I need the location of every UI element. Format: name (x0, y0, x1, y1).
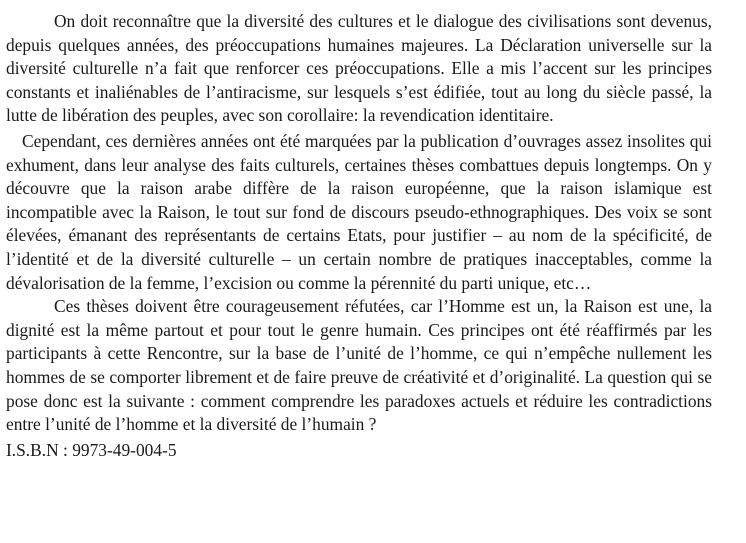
paragraph-2: Cependant, ces dernières années ont été marquées par la publication d’ouvrages assez insolites qui exhument, dans leur analyse des faits culturels, certaines thèses combattues depuis longtemps. On y découvre que la raison arabe diffère de la raison européenne, que la raison islamique est incompatible avec la Raison, le tout sur fond de discours pseudo-ethnographiques. Des voix se sont élevées, émanant des représentants de certains Etats, pour justifier – au nom de la spécificité, de l’identité et de la diversité culturelle – un certain nombre de pratiques inacceptables, comme la dévalorisation de la femme, l’excision ou comme la pérennité du parti unique, etc… (6, 130, 712, 293)
paragraph-1: On doit reconnaître que la diversité des cultures et le dialogue des civilisations sont devenus, depuis quelques années, des préoccupations humaines majeures. La Déclaration universelle sur la diversité culturelle n’a fait que renforcer ces préoccupations. Elle a mis l’accent sur les principes constants et inaliénables de l’antiracisme, sur lesquels s’est édifiée, tout au long du siècle passé, la lutte de libération des peuples, avec son corollaire: la revendication identitaire. (6, 11, 712, 126)
isbn-line: I.S.B.N : 9973-49-004-5 (6, 439, 177, 460)
paragraph-3: Ces thèses doivent être courageusement réfutées, car l’Homme est un, la Raison est une, la dignité est la même partout et pour tout le genre humain. Ces principes ont été réaffirmés par les participants à cette Rencontre, sur la base de l’unité de l’homme, ce qui n’empêche nullement les hommes de se comporter librement et de faire preuve de créativité et d’originalité. La question qui se pose donc est la suivante : comment comprendre les paradoxes actuels et réduire les contradictions entre l’unité de l’homme et la diversité de l’humain ? (6, 296, 712, 435)
